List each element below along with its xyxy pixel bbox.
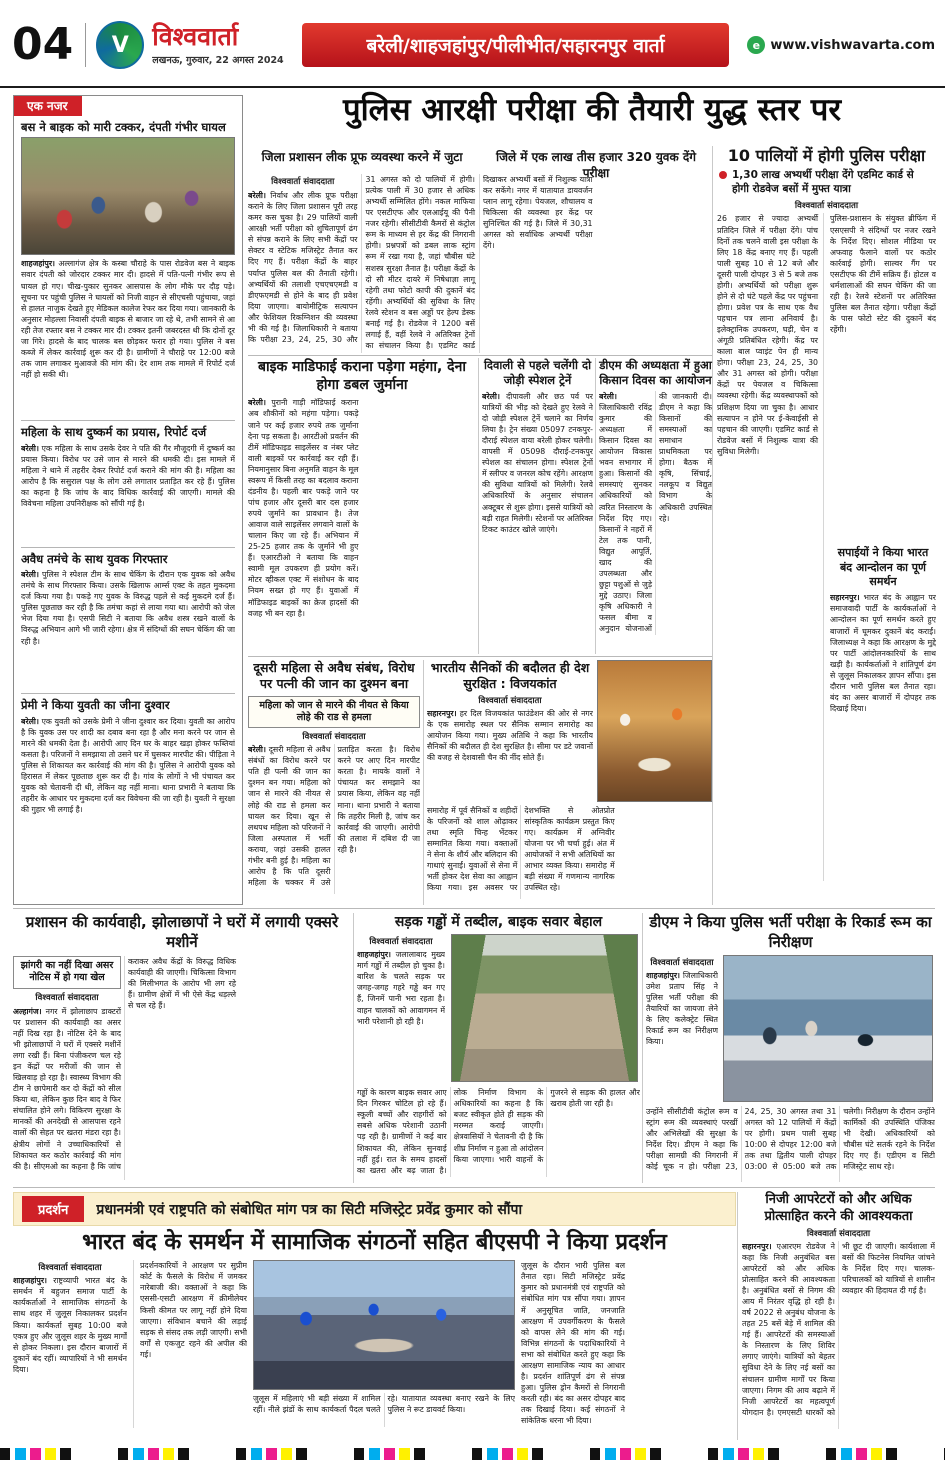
byline: विश्ववार्ता संवाददाता	[478, 695, 542, 706]
story-body: उन्होंने सीसीटीवी कंट्रोल रूम व स्ट्रांग रूम की व्यवस्थाएं परखीं और अभिलेखों की सुरक्षा के निर्देश दिए। डीएम ने कहा कि परीक्षा सामग्री की निगरानी में कोई चूक न हो। परीक्षा 23, 24, 25, 30 अगस्त तथा 31 अगस्त को 12 पालियों में केंद्रों पर होगी। प्रथम पाली सुबह 10:00 से दोपहर 12:00 बजे तक तथा द्वितीय पाली दोपहर 03:00 से 05:00 बजे तक चलेगी। निरीक्षण के दौरान उन्होंने कार्मिकों की उपस्थिति पंजिका भी देखी। अधिकारियों को चौबीस घंटे सतर्क रहने के निर्देश दिए गए हैं। एडीएम व सिटी मजिस्ट्रेट साथ रहे।	[646, 1107, 935, 1172]
story-headline: अवैध तमंचे के साथ युवक गिरफ्तार	[21, 551, 168, 566]
body-text: एआरएम रोडवेज ने कहा कि निजी अनुबंधित बस आपरेटरों को और अधिक प्रोत्साहित करने की आवश्यकता है। अनुबंधित बसों से निगम की आय में निरंतर वृद्धि हो रही है। वर्ष 2022 से अनुबंध योजना के तहत 25 बसें बेड़े में शामिल की गई हैं। आपरेटरों की समस्याओं के निस्तारण के लिए शिविर लगाए जाएंगे। यात्रियों को बेहतर सुविधा देने के लिए नई बसों का संचालन ग्रामीण मार्गों पर किया जाएगा। निगम की आय बढ़ाने में निजी आपरेटरों का महत्वपूर्ण योगदान है। एमएसटी धारकों को भी छूट दी जाएगी। कार्यशाला में बसों की फिटनेस नियमित जांचने के निर्देश दिए गए। चालक-परिचालकों को यात्रियों से शालीन व्यवहार की हिदायत दी गई है।	[742, 1241, 935, 1417]
byline: विश्ववार्ता संवाददाता	[38, 1263, 102, 1274]
damaged-road-story	[357, 913, 640, 1183]
dateline: शाहजहांपुर।	[646, 971, 680, 980]
lead-headline: पुलिस आरक्षी परीक्षा की तैयारी युद्ध स्तर पर	[342, 92, 841, 128]
story-body	[248, 397, 476, 647]
intro-photo-row	[357, 934, 640, 1083]
dateline: बरेली।	[248, 745, 266, 755]
bullet-dot-icon	[719, 171, 727, 179]
story-body	[21, 716, 235, 894]
dateline: शाहजहांपुर।	[13, 1276, 47, 1286]
story-kicker: झांगरी का नहीं दिखा असर नोटिस में हो गया खेल	[13, 956, 121, 989]
brand-name: विश्ववार्ता	[152, 21, 239, 51]
divider	[248, 355, 712, 356]
body-text: हर दिल विजयकांत फाउंडेशन की ओर से नगर के एक समारोह स्थल पर सैनिक सम्मान समारोह का आयोजन किया गया। मुख्य अतिथि ने कहा कि भारतीय सैनिकों की बदौलत ही देश सुरक्षित है। सीमा पर डटे जवानों की वजह से देशवासी चैन की नींद सोते हैं।	[427, 708, 593, 762]
body-text: नगर में झोलाछाप डाक्टरों पर प्रशासन की कार्यवाही का असर नहीं दिख रहा है। नोटिस देने के बाद भी झोलाछापों ने घरों में एक्सरे मशीनें लगा रखी हैं। बिना पंजीकरण चल रहे इन केंद्रों पर मरीजों की जान से खिलवाड़ हो रहा है। स्वास्थ्य विभाग की टीम ने छापेमारी कर दो केंद्रों को सील किया था, लेकिन कुछ दिन बाद वे फिर संचालित होने लगे। विकिरण सुरक्षा के मानकों की अनदेखी से आसपास रहने वालों की सेहत पर खतरा मंडरा रहा है। क्षेत्रीय लोगों ने उच्चाधिकारियों से शिकायत कर कठोर कार्रवाई की मांग की है। सीएमओ का कहना है कि जांच कराकर अवैध केंद्रों के विरुद्ध विधिक कार्यवाही की जाएगी। चिकित्सा विभाग की मिलीभगत के आरोप भी लग रहे हैं। ग्रामीण क्षेत्रों में भी ऐसे केंद्र धड़ल्ले से चल रहे हैं।	[13, 957, 236, 1171]
story-headline: दिवाली से पहले चलेंगी दो जोड़ी स्पेशल ट्रेनें	[483, 358, 592, 387]
body-column-a: 26 हजार से ज्यादा अभ्यर्थी प्रतिदिन जिले में परीक्षा देंगे। पांच दिनों तक चलने वाली इस परीक्षा के लिए 18 केंद्र बनाए गए हैं। पहली पाली सुबह 10 से 12 बजे और दूसरी पाली दोपहर 3 से 5 बजे तक होगी। अभ्यर्थियों को परीक्षा शुरू होने से दो घंटे पहले केंद्र पर पहुंचना होगा। प्रवेश पत्र के साथ एक वैध पहचान पत्र लाना अनिवार्य है। इलेक्ट्रानिक उपकरण, घड़ी, चेन व अंगूठी प्रतिबंधित रहेगी। केंद्र पर काला बाल प्वाइंट पेन ही मान्य होगा। परीक्षा 23, 24, 25, 30 और 31 अगस्त को होगी। परीक्षा केंद्रों पर पेयजल व चिकित्सा व्यवस्था रहेगी। केंद्र व्यवस्थापकों को प्रशिक्षण दिया जा चुका है। आधार सत्यापन न होने पर ई-केवाईसी से पहचान की जाएगी। एडमिट कार्ड से रोडवेज बसों में निशुल्क यात्रा की सुविधा मिलेगी।	[717, 214, 818, 456]
protest-strap	[13, 1192, 736, 1226]
body-text: अल्लागंज क्षेत्र के कस्बा चौराहे के पास रोडवेज बस ने बाइक सवार दंपती को जोरदार टक्कर मार दी। हादसे में पति-पत्नी गंभीर रूप से घायल हो गए। चीख-पुकार सुनकर आसपास के लोग मौके पर दौड़ पड़े। सूचना पर पहुंची पुलिस ने घायलों को निजी वाहन से सीएचसी पहुंचाया, जहां से हालत नाजुक देखते हुए मेडिकल कालेज रेफर कर दिया गया। जानकारी के अनुसार मोहल्ला निवासी दंपती बाइक से बाजार जा रहे थे, तभी सामने से आ रही तेज रफ्तार बस ने टक्कर मार दी। टक्कर इतनी जबरदस्त थी कि दोनों दूर जा गिरे। हादसे के बाद चालक बस छोड़कर फरार हो गया। पुलिस ने बस कब्जे में लेकर कार्रवाई शुरू कर दी है। ग्रामीणों ने चौराहे पर 12:00 बजे तक जाम लगाकर मुआवजे की मांग की। देर शाम तक मामले में रिपोर्ट दर्ज नहीं हो सकी थी।	[21, 259, 235, 379]
story-headline: प्रेमी ने किया युवती का जीना दुश्वार	[21, 698, 170, 713]
dateline: बरेली।	[21, 716, 39, 726]
story-headline: भारत बंद के समर्थन में सामाजिक संगठनों सहित बीएसपी ने किया प्रदर्शन	[82, 1230, 667, 1255]
story-intro	[427, 708, 593, 798]
story-body	[599, 391, 712, 635]
dateline: बरेली।	[482, 391, 500, 401]
police-shifts-story	[717, 146, 936, 905]
body-column-b	[823, 213, 936, 881]
body-col-2: प्रदर्शनकारियों ने आरक्षण पर सुप्रीम कोर्ट के फैसले के विरोध में जमकर नारेबाजी की। वक्ताओं ने कहा कि एससी-एसटी आरक्षण में क्रीमीलेयर किसी कीमत पर लागू नहीं होने दिया जाएगा। संविधान बचाने की लड़ाई सड़क से संसद तक लड़ी जाएगी। सभी वर्गों से एकजुट रहने की अपील की गई।	[133, 1260, 247, 1428]
body-row	[13, 1260, 736, 1428]
story-headline: बाइक माडिफाई कराना पड़ेगा महंगा, देना होगा डबल जुर्माना	[258, 359, 466, 394]
lead-body	[248, 174, 710, 353]
record-room-photo	[723, 955, 933, 1102]
story-body	[13, 956, 351, 1180]
wife-attack-story	[248, 660, 420, 905]
bsp-protest-photo	[253, 1260, 515, 1390]
dateline: बरेली।	[599, 391, 617, 401]
divider	[248, 656, 712, 657]
website-text: www.vishwavarta.com	[770, 37, 935, 53]
brand-logo-icon	[96, 21, 144, 69]
dateline: शाहजहांपुर।	[357, 950, 391, 960]
body-text: पुरानी गाड़ी मॉडिफाई कराना अब शौकीनों को महंगा पड़ेगा। पकड़े जाने पर कई हजार रुपये तक जुर्माना देना पड़ सकता है। आरटीओ प्रवर्तन की टीमें मॉडिफाइड साइलेंसर व नंबर प्लेट वाली बाइकों पर कार्रवाई कर रही हैं। नियमानुसार बिना अनुमति वाहन के मूल स्वरूप में किसी तरह का बदलाव कराना दंडनीय है। पहली बार पकड़े जाने पर पांच हजार और दूसरी बार दस हजार रुपये जुर्माने का प्रावधान है। तेज आवाज वाले साइलेंसर लगवाने वालों के चालान किए जा रहे हैं। अभियान में 25-25 हजार तक के जुर्माने भी हुए हैं। एआरटीओ ने बताया कि वाहन स्वामी मूल उपकरण ही प्रयोग करें। मोटर व्हीकल एक्ट में संशोधन के बाद नियम सख्त हो गए हैं। युवाओं में मॉडिफाइड बाइकों का क्रेज हादसों की वजह भी बन रहा है।	[248, 398, 359, 618]
dateline: सहारनपुर।	[830, 593, 860, 603]
byline: विश्ववार्ता संवाददाता	[271, 177, 335, 187]
story-body: गड्ढों के कारण बाइक सवार आए दिन गिरकर चोटिल हो रहे हैं। स्कूली बच्चों और राहगीरों को सबसे अधिक परेशानी उठानी पड़ रही है। ग्रामीणों ने कई बार शिकायत की, लेकिन सुनवाई नहीं हुई। रात के समय हादसों का खतरा और बढ़ जाता है। लोक निर्माण विभाग के अधिकारियों का कहना है कि बजट स्वीकृत होते ही सड़क की मरम्मत कराई जाएगी। क्षेत्रवासियों ने चेतावनी दी है कि शीघ्र निर्माण न हुआ तो आंदोलन किया जाएगा। भारी वाहनों के गुजरने से सड़क की हालत और खराब होती जा रही है।	[357, 1088, 640, 1175]
story-intro	[646, 970, 718, 1102]
bike-modification-story	[248, 358, 476, 654]
ek-najar-label: एक नजर	[13, 95, 82, 116]
body-text: जिलाधिकारी रविंद्र कुमार की अध्यक्षता में किसान दिवस का आयोजन विकास भवन सभागार में हुआ। किसानों की समस्याएं सुनकर अधिकारियों को त्वरित निस्तारण के निर्देश दिए गए। किसानों ने नहरों में टेल तक पानी, विद्युत आपूर्ति, खाद की उपलब्धता और छुट्टा पशुओं से जुड़े मुद्दे उठाए। जिला कृषि अधिकारी ने फसल बीमा व अनुदान योजनाओं की जानकारी दी। डीएम ने कहा कि किसानों की समस्याओं का समाधान प्राथमिकता पर होगा। बैठक में कृषि, सिंचाई, नलकूप व विद्युत विभाग के अधिकारी उपस्थित रहे।	[599, 391, 712, 634]
body-text: जलालाबाद मुख्य मार्ग गड्ढों में तब्दील हो चुका है। बारिश के चलते सड़क पर जगह-जगह गहरे गड्ढे बन गए हैं, जिनमें पानी भरा रहता है। वाहन चालकों को आवागमन में भारी परेशानी हो रही है।	[357, 950, 445, 1026]
dateline: बरेली।	[21, 570, 39, 580]
dateline: बरेली।	[21, 443, 39, 453]
soldiers-event-photo	[597, 660, 712, 802]
page-number: 04	[8, 23, 86, 67]
divider	[21, 420, 235, 421]
operators-story	[742, 1192, 935, 1440]
left-story-accident	[21, 120, 235, 416]
divider	[423, 660, 424, 905]
dateline: सहारनपुर।	[427, 708, 457, 718]
accident-photo	[21, 137, 235, 255]
body-text: राष्ट्रव्यापी भारत बंद के समर्थन में बहुजन समाज पार्टी के कार्यकर्ताओं ने सामाजिक संगठनों के साथ शहर में जुलूस निकालकर प्रदर्शन किया। कार्यकर्ता सुबह 10:00 बजे एकत्र हुए और जुलूस शहर के मुख्य मार्गों से होकर निकला। इस दौरान बाजारों में दुकानें बंद रहीं। व्यापारियों ने भी समर्थन दिया।	[13, 1276, 127, 1374]
byline: विश्ववार्ता संवाददाता	[806, 1228, 871, 1239]
bullet-text: 1,30 लाख अभ्यर्थी परीक्षा देंगे एडमिट कार्ड से होगी रोडवेज बसों में मुफ्त यात्रा	[732, 169, 914, 195]
story-headline: बस ने बाइक को मारी टक्कर, दंपती गंभीर घायल	[21, 120, 226, 134]
sapa-body	[830, 592, 936, 881]
edition-line: लखनऊ, गुरुवार, 22 अगस्त 2024	[152, 55, 284, 67]
body-text: एक युवती को उसके प्रेमी ने जीना दुश्वार कर दिया। युवती का आरोप है कि युवक उस पर शादी का दबाव बना रहा है और मना करने पर जान से मारने की धमकी देता है। आरोपी आए दिन घर के बाहर खड़ा होकर फब्तियां कसता है। परिजनों ने समझाया तो उसने घर में घुसकर मारपीट की। पीड़िता ने पुलिस से शिकायत कर कार्रवाई की मांग की है। पुलिस ने आरोपी युवक को हिरासत में लेकर पूछताछ शुरू कर दी है। गांव के लोगों ने भी पंचायत कर युवक को चेतावनी दी थी, लेकिन वह नहीं माना। थाना प्रभारी ने बताया कि तहरीर के आधार पर मुकदमा दर्ज कर विवेचना की जा रही है। युवती ने सुरक्षा की गुहार भी लगाई है।	[21, 716, 235, 814]
left-story-molestation	[21, 425, 235, 542]
kisan-diwas-story	[599, 358, 712, 654]
strap-label: प्रदर्शन	[22, 1196, 84, 1222]
story-body	[21, 569, 235, 689]
highlight-bullet	[719, 169, 934, 196]
body-text	[13, 1275, 127, 1425]
section-title-banner	[302, 23, 730, 67]
divider	[712, 146, 713, 905]
story-headline: दूसरी महिला से अवैध संबंध, विरोध पर पत्नी की जान का दुश्मन बना	[253, 660, 415, 692]
body-text: निर्वाध और लीक प्रूफ परीक्षा कराने के लिए जिला प्रशासन पूरी तरह कमर कस चुका है। 29 पालियों वाली आरक्षी भर्ती परीक्षा को शुचितापूर्ण ढंग से संपन्न कराने के लिए सभी केंद्रों पर सेक्टर व स्टेटिक मजिस्ट्रेट तैनात कर दिए गए हैं। परीक्षा केंद्रों के बाहर पर्याप्त पुलिस बल की तैनाती रहेगी। अभ्यर्थियों की तलाशी एचएचएमडी व डीएफएमडी से होने के बाद ही प्रवेश दिया जाएगा। बायोमीट्रिक सत्यापन और फेशियल रिकग्निशन की व्यवस्था भी की गई है। जिलाधिकारी ने बताया कि परीक्षा 23, 24, 25, 30 और 31 अगस्त को दो पालियों में होगी। प्रत्येक पाली में 30 हजार से अधिक अभ्यर्थी सम्मिलित होंगे। नकल माफिया पर एसटीएफ और एलआईयू की पैनी नजर रहेगी। सीसीटीवी कैमरों से कंट्रोल रूम के माध्यम से हर केंद्र की निगरानी होगी। प्रश्नपत्रों को डबल लाक स्ट्रांग रूम में रखा गया है, जहां चौबीस घंटे सशस्त्र सुरक्षा तैनात है। परीक्षा केंद्रों के दो सौ मीटर दायरे में निषेधाज्ञा लागू रहेगी तथा फोटो कापी की दुकानें बंद रहेंगी। अभ्यर्थियों की सुविधा के लिए रेलवे स्टेशन व बस अड्डों पर हेल्प डेस्क बनाई गई है। रोडवेज ने 1200 बसें लगाई हैं, वहीं रेलवे ने अतिरिक्त ट्रेनों का संचालन किया है। एडमिट कार्ड दिखाकर अभ्यर्थी बसों में निशुल्क यात्रा कर सकेंगे। नगर में यातायात डायवर्जन प्लान लागू रहेगा। पेयजल, शौचालय व चिकित्सा की व्यवस्था हर केंद्र पर सुनिश्चित की गई है। जिले में 30,31 अगस्त को सर्वाधिक अभ्यर्थी परीक्षा देंगे।	[248, 175, 593, 350]
divider	[21, 547, 235, 548]
bsp-protest-story	[13, 1230, 736, 1442]
story-intro	[357, 949, 445, 1083]
damaged-road-photo	[451, 934, 638, 1082]
divider	[21, 693, 235, 694]
story-body	[742, 1241, 935, 1429]
story-body: समारोह में पूर्व सैनिकों व शहीदों के परिजनों को शाल ओढ़ाकर तथा स्मृति चिन्ह भेंटकर सम्मानित किया गया। वक्ताओं ने सेना के शौर्य और बलिदान की गाथाएं सुनाईं। युवाओं से सेना में भर्ती होकर देश सेवा का आह्वान किया गया। इस अवसर पर देशभक्ति से ओतप्रोत सांस्कृतिक कार्यक्रम प्रस्तुत किए गए। कार्यक्रम में अग्निवीर योजना पर भी चर्चा हुई। अंत में आयोजकों ने सभी अतिथियों का आभार व्यक्त किया। समारोह में बड़ी संख्या में गणमान्य नागरिक उपस्थित रहे।	[427, 806, 615, 893]
intro-col	[646, 955, 718, 1102]
special-trains-story	[482, 358, 593, 654]
masthead	[0, 0, 945, 88]
strap-text: प्रधानमंत्री एवं राष्ट्रपति को संबोधित मांग पत्र का सिटी मजिस्ट्रेट प्रवेंद्र कुमार को सौंपा	[96, 1201, 523, 1218]
body-text: जिलाधिकारी उमेश प्रताप सिंह ने पुलिस भर्ती परीक्षा की तैयारियों का जायजा लेने के लिए कलेक्ट्रेट स्थित रिकार्ड रूम का निरीक्षण किया।	[646, 971, 718, 1047]
brand-block	[96, 21, 283, 69]
dateline: बरेली।	[248, 191, 266, 201]
section-title: बरेली/शाहजहांपुर/पीलीभीत/सहारनपुर वार्ता	[366, 35, 665, 57]
web-globe-icon: e	[747, 36, 765, 54]
dateline: बरेली।	[248, 398, 266, 408]
byline: विश्ववार्ता संवाददाता	[794, 201, 859, 212]
photo-col	[253, 1260, 515, 1428]
story-headline: सड़क गड्ढों में तब्दील, बाइक सवार बेहाल	[394, 914, 603, 930]
story-headline: महिला के साथ दुष्कर्म का प्रयास, रिपोर्ट दर्ज	[21, 425, 207, 440]
story-body	[482, 391, 593, 635]
divider	[478, 358, 479, 654]
body-col-right: जुलूस के दौरान भारी पुलिस बल तैनात रहा। सिटी मजिस्ट्रेट प्रवेंद्र कुमार को प्रधानमंत्री एवं राष्ट्रपति को संबोधित मांग पत्र सौंपा गया। ज्ञापन में अनुसूचित जाति, जनजाति आरक्षण में उपवर्गीकरण के फैसले को वापस लेने की मांग की गई। विभिन्न संगठनों के पदाधिकारियों ने सभा को संबोधित करते हुए कहा कि आरक्षण सामाजिक न्याय का आधार है। प्रदर्शन शांतिपूर्ण ढंग से संपन्न हुआ। पुलिस ड्रोन कैमरों से निगरानी करती रही। बंद का असर दोपहर बाद तक दिखाई दिया। कई संगठनों ने सांकेतिक धरना भी दिया।	[521, 1261, 625, 1426]
soldiers-honour-story	[427, 660, 712, 905]
story-headline: डीएम की अध्यक्षता में हुआ किसान दिवस का आयोजन	[599, 358, 712, 387]
body-text: दूसरी महिला से अवैध संबंधों का विरोध करने पर पति ही पत्नी की जान का दुश्मन बन गया। महिला को जान से मारने की नीयत से लोहे की राड से हमला कर घायल कर दिया। खून से लथपथ महिला को परिजनों ने जिला अस्पताल में भर्ती कराया, जहां उसकी हालत गंभीर बनी हुई है। महिला का आरोप है कि पति दूसरी महिला के चक्कर में उसे प्रताड़ित करता है। विरोध करने पर आए दिन मारपीट करता है। मायके वालों ने पंचायत कर समझाने का प्रयास किया, लेकिन वह नहीं माना। थाना प्रभारी ने बताया कि तहरीर मिली है, जांच कर कार्रवाई की जाएगी। आरोपी की तलाश में दबिश दी जा रही है।	[248, 745, 420, 887]
intro-photo-row	[646, 955, 935, 1102]
website-link[interactable]	[747, 36, 935, 54]
left-story-harassment	[21, 698, 235, 893]
story-headline: निजी आपरेटरों को और अधिक प्रोत्साहित करने की आवश्यकता	[764, 1192, 913, 1224]
brand-logo-letter: V	[111, 32, 129, 58]
lead-subhead-right: जिले में एक लाख तीस हजार 320 युवक देंगे परीक्षा	[495, 150, 697, 180]
body-text: पुलिस ने स्पेशल टीम के साथ चेकिंग के दौरान एक युवक को अवैध तमंचे के साथ गिरफ्तार किया। उसके खिलाफ आर्म्स एक्ट के तहत मुकदमा दर्ज किया गया है। पकड़े गए युवक के विरुद्ध पहले से कई मुकदमे दर्ज हैं। पुलिस पूछताछ कर रही है कि तमंचा कहां से लाया गया था। आरोपी को जेल भेज दिया गया है। एसपी सिटी ने बताया कि अवैध शस्त्र रखने वालों के विरुद्ध अभियान आगे भी जारी रहेगा। क्षेत्र में संदिग्धों की सघन चेकिंग की जा रही है।	[21, 570, 235, 646]
body-text: एक महिला के साथ उसके देवर ने पति की गैर मौजूदगी में दुष्कर्म का प्रयास किया। विरोध पर उसे जान से मारने की धमकी दी। इस मामले में महिला ने थाने में तहरीर देकर रिपोर्ट दर्ज कराने की मांग की है। महिला का आरोप है कि ससुराल पक्ष के लोग उसे लगातार प्रताड़ित कर रहे हैं। पुलिस का कहना है कि जांच के बाद विधिक कार्रवाई की जाएगी। मामले की विवेचना महिला उपनिरीक्षक को सौंपी गई है।	[21, 443, 235, 509]
divider	[353, 913, 354, 1183]
body-below-photo: जुलूस में महिलाएं भी बड़ी संख्या में शामिल रहीं। नीले झंडों के साथ कार्यकर्ता पैदल चलते रहे। यातायात व्यवस्था बनाए रखने के लिए पुलिस ने रूट डायवर्ट किया।	[253, 1394, 515, 1415]
body-text: भारत बंद के आह्वान पर समाजवादी पार्टी के कार्यकर्ताओं ने आन्दोलन का पूर्ण समर्थन करते हुए बाजारों में घूमकर दुकानें बंद कराईं। जिलाध्यक्ष ने कहा कि आरक्षण के मुद्दे पर पार्टी आंदोलनकारियों के साथ खड़ी है। कार्यकर्ताओं ने शांतिपूर्ण ढंग से जुलूस निकालकर ज्ञापन सौंपा। इस दौरान भारी पुलिस बल तैनात रहा। बंद का असर बाजारों में दोपहर तक दिखाई दिया।	[830, 593, 936, 713]
two-column-body	[717, 213, 936, 881]
dateline: सहारनपुर।	[742, 1241, 772, 1251]
divider	[737, 1192, 738, 1440]
story-headline: प्रशासन की कार्यवाही, झोलाछापों ने घरों में लगायी एक्सरे मशीनें	[25, 913, 339, 951]
dateline: अल्हागंज।	[13, 1006, 42, 1016]
intro-col	[357, 934, 445, 1083]
story-headline: 10 पालियों में होगी पुलिस परीक्षा	[727, 146, 926, 165]
byline: विश्ववार्ता संवाददाता	[302, 732, 366, 743]
lead-subhead-left: जिला प्रशासन लीक प्रूफ व्यवस्था करने में जुटा	[261, 150, 463, 164]
ek-najar-column	[13, 95, 243, 905]
sapa-headline: सपाईयों ने किया भारत बंद आन्दोलन का पूर्ण समर्थन	[837, 546, 929, 589]
print-registration-bar	[0, 1448, 945, 1460]
divider	[595, 358, 596, 654]
body-text: पुलिस-प्रशासन के संयुक्त ब्रीफिंग में एसएसपी ने संदिग्धों पर नजर रखने के निर्देश दिए। सोशल मीडिया पर अफवाह फैलाने वालों पर कठोर कार्रवाई होगी। साल्वर गैंग पर एसटीएफ की टीमें सक्रिय हैं। होटल व धर्मशालाओं की सघन चेकिंग की जा रही है। रेलवे स्टेशनों पर अतिरिक्त पुलिस बल तैनात रहेगा। परीक्षा केंद्रों के पास फोटो स्टेट की दुकानें बंद रहेंगी।	[830, 214, 936, 335]
byline: विश्ववार्ता संवाददाता	[650, 958, 714, 968]
story-body	[248, 744, 420, 894]
story-headline: डीएम ने किया पुलिस भर्ती परीक्षा के रिकार्ड रूम का निरीक्षण	[649, 913, 932, 951]
divider	[13, 1187, 935, 1188]
divider	[642, 913, 643, 1183]
dateline: शाहजहांपुर।	[21, 259, 55, 269]
byline: विश्ववार्ता संवाददाता	[369, 937, 433, 948]
dm-inspection-story	[646, 913, 935, 1183]
story-body	[21, 443, 235, 543]
byline: विश्ववार्ता संवाददाता	[35, 992, 99, 1003]
divider	[13, 908, 935, 909]
headline-intro-col	[427, 660, 593, 802]
left-story-arrest	[21, 552, 235, 689]
xray-machines-story	[13, 913, 351, 1183]
body-text: दीपावली और छठ पर्व पर यात्रियों की भीड़ को देखते हुए रेलवे ने दो जोड़ी स्पेशल ट्रेनें चलाने का निर्णय लिया है। ट्रेन संख्या 05097 टनकपुर-दौराई स्पेशल वाया बरेली होकर चलेगी। वापसी में 05098 दौराई-टनकपुर स्पेशल का संचालन होगा। स्पेशल ट्रेनों में स्लीपर व जनरल कोच रहेंगे। आरक्षण की सुविधा यात्रियों को मिलेगी। रेलवे अधिकारियों के अनुसार संचालन अक्टूबर से शुरू होगा। इससे यात्रियों को बड़ी राहत मिलेगी। स्टेशनों पर अतिरिक्त टिकट काउंटर खोले जाएंगे।	[482, 391, 593, 534]
story-body	[21, 258, 235, 416]
headline-photo-row	[427, 660, 712, 802]
body-col-1	[13, 1260, 127, 1428]
story-headline: भारतीय सैनिकों की बदौलत ही देश सुरक्षित : विजयकांत	[430, 660, 590, 692]
story-subhead: महिला को जान से मारने की नीयत से किया लोहे की राड से हमला	[248, 696, 420, 729]
